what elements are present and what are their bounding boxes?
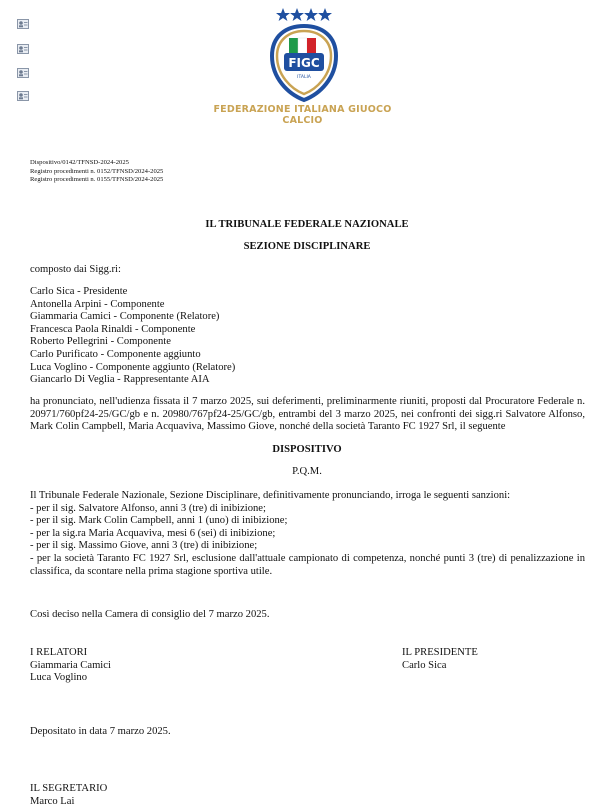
- section-title: SEZIONE DISCIPLINARE: [243, 241, 371, 252]
- contact-card-icon[interactable]: [17, 19, 29, 29]
- contact-card-icon[interactable]: [17, 91, 29, 101]
- federation-name: FEDERAZIONE ITALIANA GIUOCO CALCIO: [213, 104, 392, 126]
- member-item: Giammaria Camici - Componente (Relatore): [30, 311, 220, 323]
- ruling-intro: Il Tribunale Federale Nazionale, Sezione Disciplinare, definitivamente pronunciando, irroga le seguenti sanzioni:: [30, 490, 511, 501]
- contact-card-icon[interactable]: [17, 68, 29, 78]
- relatore-name: Giammaria Camici: [30, 659, 111, 671]
- sanction-item: - per la società Taranto FC 1927 Srl, esclusione dall'attuale campionato di competenza, nonché punti 3 (tre) di penalizzazione in classifica, da scontare nella prima stagione sportiva utile.: [30, 552, 585, 577]
- member-item: Luca Voglino - Componente aggiunto (Relatore): [30, 361, 236, 373]
- ruling-block: [30, 490, 585, 578]
- logo-text: FIGC: [288, 56, 320, 70]
- sanction-item: - per il sig. Salvatore Alfonso, anni 3 (tre) di inibizione;: [30, 502, 266, 514]
- presidente-block: [402, 647, 478, 672]
- composed-by-label: composto dai Sigg.ri:: [30, 264, 121, 275]
- reference-line: Registro procedimenti n. 0152/TFNSD/2024-2025: [30, 167, 164, 175]
- logo-subtext: ITALIA: [297, 75, 311, 80]
- member-item: Carlo Purificato - Componente aggiunto: [30, 348, 201, 360]
- dispositivo-heading: DISPOSITIVO: [272, 444, 342, 455]
- reference-line: Dispositivo/0142/TFNSD-2024-2025: [30, 159, 129, 166]
- figc-logo: [256, 6, 352, 104]
- segretario-label: IL SEGRETARIO: [30, 783, 108, 794]
- member-item: Antonella Arpini - Componente: [30, 298, 165, 310]
- reference-block: [30, 159, 163, 185]
- reference-line: Registro procedimenti n. 0155/TFNSD/2024-2025: [30, 176, 164, 183]
- member-item: Francesca Paola Rinaldi - Componente: [30, 323, 196, 335]
- stars-icon: [276, 8, 332, 21]
- segretario-block: [30, 783, 107, 808]
- members-list: [30, 286, 235, 387]
- sanction-item: - per il sig. Massimo Giove, anni 3 (tre) di inibizione;: [30, 540, 258, 552]
- relatore-name: Luca Voglino: [30, 672, 87, 684]
- decided-statement: Così deciso nella Camera di consiglio del 7 marzo 2025.: [30, 609, 270, 620]
- segretario-name: Marco Lai: [30, 795, 75, 807]
- intro-paragraph: ha pronunciato, nell'udienza fissata il 7 marzo 2025, sui deferimenti, preliminarmente riuniti, proposti dal Procuratore Federale n. 20971/760pf24-25/GC/gb e n. 20980/767pf24-25/GC/gb, entrambi del 3 marzo 2025, nei confronti dei sigg.ri Salvatore Alfonso, Mark Colin Campbell, Maria Acquaviva, Massimo Giove, nonché della società Taranto FC 1927 Srl, il seguente: [30, 396, 585, 433]
- member-item: Carlo Sica - Presidente: [30, 286, 128, 297]
- contact-card-icon[interactable]: [17, 44, 29, 54]
- tribunal-title: IL TRIBUNALE FEDERALE NAZIONALE: [205, 219, 409, 230]
- sanction-item: - per la sig.ra Maria Acquaviva, mesi 6 (sei) di inibizione;: [30, 527, 276, 539]
- relatori-block: [30, 647, 111, 685]
- member-item: Roberto Pellegrini - Componente: [30, 336, 171, 348]
- pqm-label: P.Q.M.: [292, 466, 322, 477]
- relatori-label: I RELATORI: [30, 647, 88, 658]
- deposited-statement: Depositato in data 7 marzo 2025.: [30, 726, 171, 737]
- presidente-label: IL PRESIDENTE: [402, 647, 478, 658]
- sanction-item: - per il sig. Mark Colin Campbell, anni 1 (uno) di inibizione;: [30, 515, 288, 527]
- presidente-name: Carlo Sica: [402, 659, 447, 671]
- member-item: Giancarlo Di Veglia - Rappresentante AIA: [30, 374, 210, 386]
